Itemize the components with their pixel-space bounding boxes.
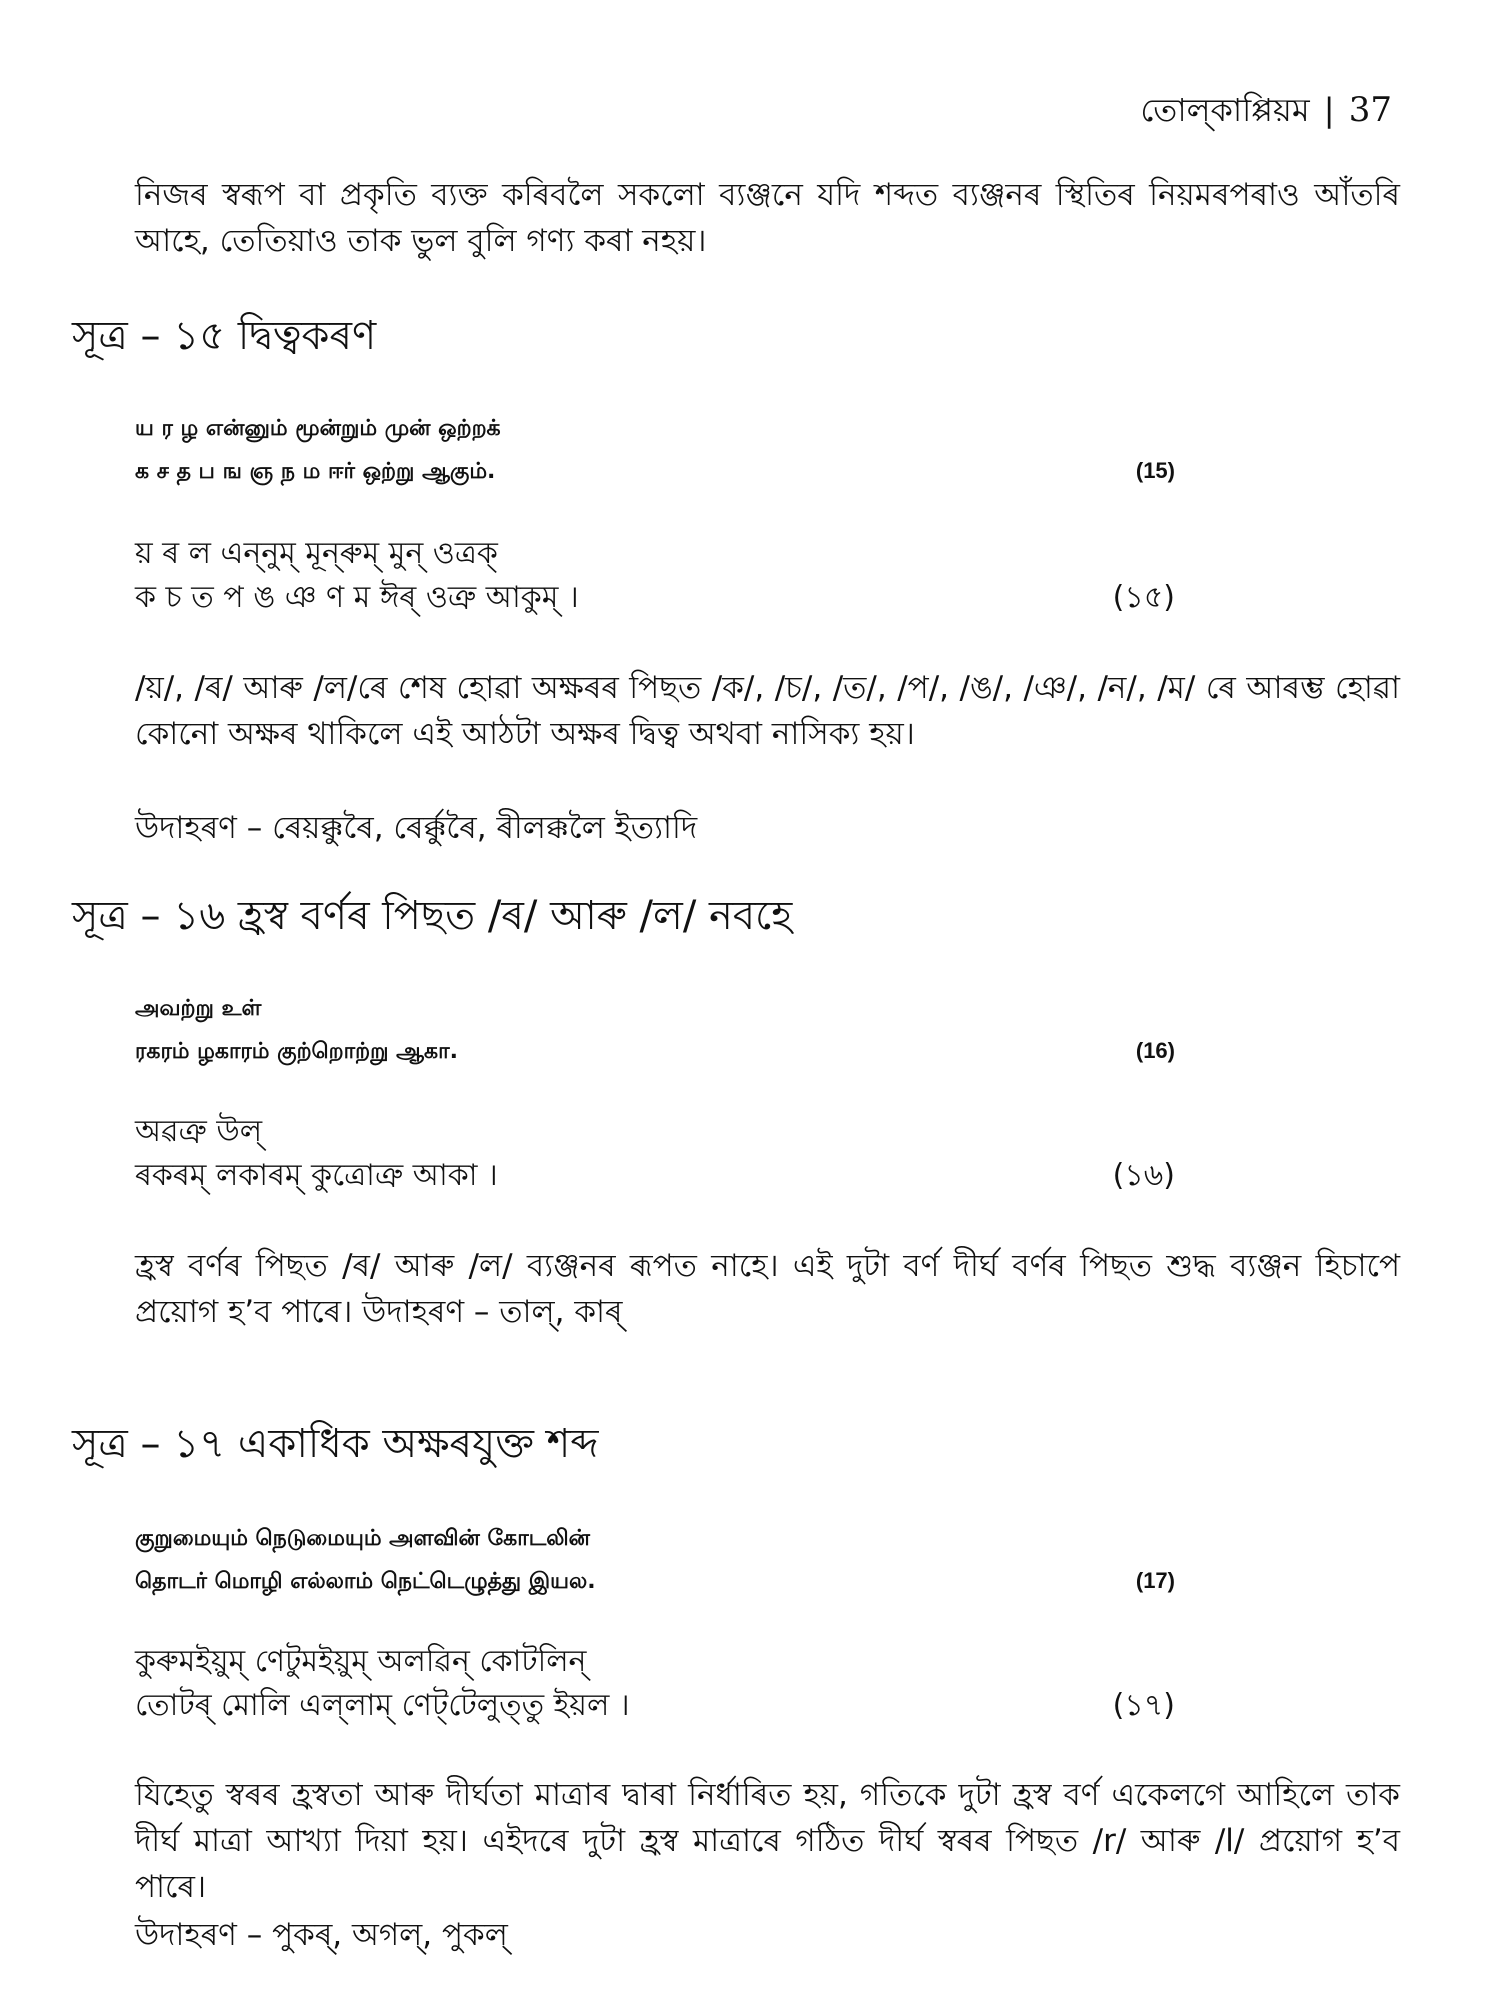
sutra-15-assamese-verse [135, 532, 1175, 620]
assamese-verse-line [135, 1154, 1175, 1198]
tamil-verse-line [135, 450, 1175, 493]
explanation-text: যিহেতু স্বৰৰ হ্ৰস্বতা আৰু দীৰ্ঘতা মাত্ৰাৰ দ্বাৰা নিৰ্ধাৰিত হয়, গতিকে দুটা হ্ৰস্ব বৰ্ণ একেলগে আহিলে তাক দীৰ্ঘ মাত্ৰা আখ্যা দিয়া হয়। এইদৰে দুটা হ্ৰস্ব মাত্ৰাৰে গঠিত দীৰ্ঘ স্বৰৰ পিছত /r/ আৰু /l/ প্ৰয়োগ হ’ব পাৰে। [135, 1777, 1400, 1905]
sutra-17-explanation [135, 1772, 1400, 1910]
sutra-15-explanation [135, 665, 1400, 757]
tamil-verse-line [135, 988, 1175, 1030]
header-separator: | [1323, 91, 1335, 129]
verse-number: (16) [1135, 1038, 1175, 1063]
tamil-verse-text: அவற்று உள் [135, 996, 262, 1021]
intro-text: নিজৰ স্বৰূপ বা প্ৰকৃতি ব্যক্ত কৰিবলৈ সকলো ব্যঞ্জনে যদি শব্দত ব্যঞ্জনৰ স্থিতিৰ নিয়মৰপৰাও আঁতৰি আহে, তেতিয়াও তাক ভুল বুলি গণ্য কৰা নহয়। [135, 177, 1400, 259]
tamil-verse-text: தொடர் மொழி எல்லாம் நெட்டெழுத்து இயல. [135, 1569, 596, 1594]
assamese-verse-text: ৰকৰম্‌ লকাৰম্‌ কুত্ৰোত্ৰু আকা । [135, 1158, 498, 1193]
verse-number: (15) [1135, 458, 1175, 483]
assamese-verse-text: তোটৰ্‌ মোলি এল্‌লাম্‌ ণেট্‌টেলুত্‌তু ইয়ল । [135, 1688, 630, 1723]
verse-number: (১৭) [1112, 1688, 1175, 1723]
sutra-15-tamil-verse [135, 408, 1175, 493]
tamil-verse-text: ய ர ழ என்னும் மூன்றும் முன் ஒற்றக் [135, 416, 501, 441]
page-number: 37 [1348, 90, 1392, 130]
sutra-17-heading: সূত্ৰ – ১৭ একাধিক অক্ষৰযুক্ত শব্দ [72, 1421, 599, 1467]
tamil-verse-text: க ச த ப ங ஞ ந ம ஈர் ஒற்று ஆகும். [135, 459, 496, 484]
running-title: তোল্‌কাপ্পিয়ম [1140, 91, 1310, 129]
sutra-16-heading: সূত্ৰ – ১৬ হ্ৰস্ব বৰ্ণৰ পিছত /ৰ/ আৰু /ল/ নবহে [72, 893, 793, 939]
sutra-16-tamil-verse [135, 988, 1175, 1073]
tamil-verse-text: குறுமையும் நெடுமையும் அளவின் கோடலின் [135, 1526, 590, 1551]
assamese-verse-line [135, 532, 1175, 576]
intro-paragraph [135, 172, 1400, 264]
assamese-verse-line [135, 1640, 1175, 1684]
tamil-verse-line [135, 1518, 1175, 1560]
assamese-verse-line [135, 1684, 1175, 1728]
sutra-16-explanation [135, 1243, 1400, 1335]
sutra-17-assamese-verse [135, 1640, 1175, 1728]
verse-number: (১৫) [1112, 580, 1175, 615]
sutra-16-assamese-verse [135, 1110, 1175, 1198]
tamil-verse-line [135, 1030, 1175, 1073]
assamese-verse-text: অৱত্ৰু উল্‌ [135, 1114, 263, 1149]
assamese-verse-text: ক চ ত প ঙ ঞ ণ ম ঈৰ্‌ ওত্ৰু আকুম্‌ । [135, 580, 579, 615]
assamese-verse-line [135, 1110, 1175, 1154]
assamese-verse-line [135, 576, 1175, 620]
assamese-verse-text: য় ৰ ল এন্‌নুম্‌ মূন্‌ৰুম্‌ মুন্‌ ওত্ৰক্‌ [135, 536, 498, 571]
explanation-text: /য়/, /ৰ/ আৰু /ল/ৰে শেষ হোৱা অক্ষৰৰ পিছত /ক/, /চ/, /ত/, /প/, /ঙ/, /ঞ/, /ন/, /ম/ ৰে আৰম্ভ হোৱা কোনো অক্ষৰ থাকিলে এই আঠটা অক্ষৰ দ্বিত্ব অথবা নাসিক্য হয়। [135, 670, 1400, 752]
verse-number: (১৬) [1112, 1158, 1175, 1193]
verse-number: (17) [1135, 1568, 1175, 1593]
tamil-verse-text: ரகரம் ழகாரம் குற்றொற்று ஆகா. [135, 1039, 458, 1064]
sutra-15-example: উদাহৰণ – ৰেয়ক্কুৰৈ, ৰেৰ্ক্কুৰৈ, ৰীলক্কলৈ ইত্যাদি [135, 810, 698, 846]
sutra-17-example: উদাহৰণ – পুকৰ্‌, অগল্‌, পুকল্‌ [135, 1917, 508, 1953]
sutra-15-heading: সূত্ৰ – ১৫ দ্বিত্বকৰণ [72, 313, 377, 359]
tamil-verse-line [135, 408, 1175, 450]
sutra-17-tamil-verse [135, 1518, 1175, 1603]
explanation-text: হ্ৰস্ব বৰ্ণৰ পিছত /ৰ/ আৰু /ল/ ব্যঞ্জনৰ ৰূপত নাহে। এই দুটা বৰ্ণ দীৰ্ঘ বৰ্ণৰ পিছত শুদ্ধ ব্যঞ্জন হিচাপে প্ৰয়োগ হ’ব পাৰে। উদাহৰণ – তাল্‌, কাৰ্‌ [135, 1248, 1400, 1330]
tamil-verse-line [135, 1560, 1175, 1603]
running-header [1140, 90, 1392, 130]
assamese-verse-text: কুৰুমইয়ুম্‌ ণেটুমইয়ুম্‌ অলৱিন্‌ কোটলিন্‌ [135, 1644, 587, 1679]
